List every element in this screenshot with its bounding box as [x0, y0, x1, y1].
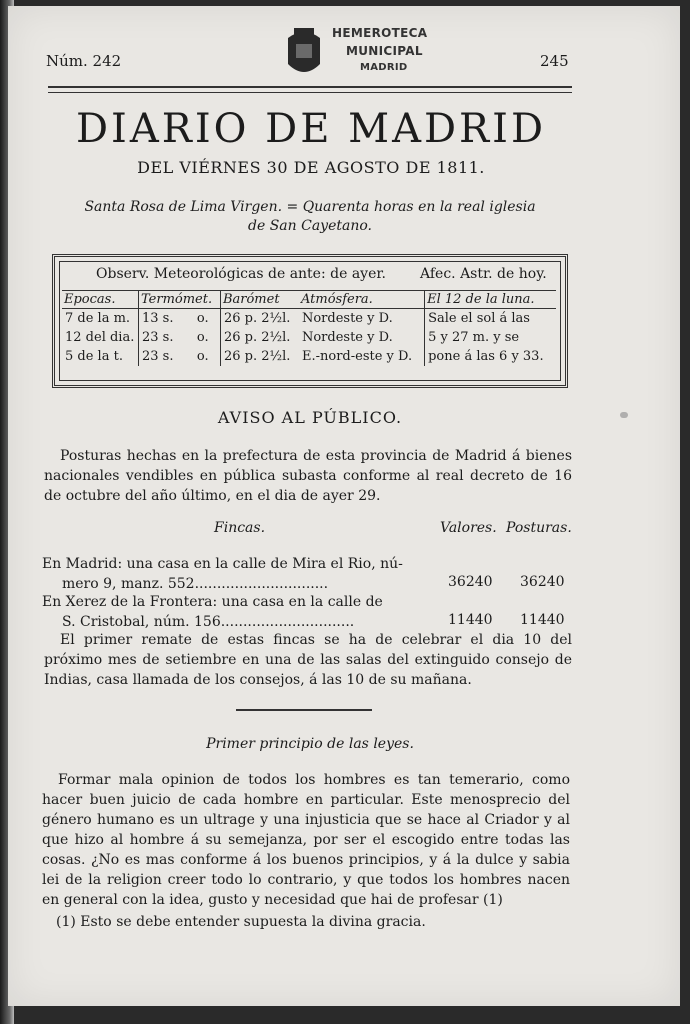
weather-row	[62, 347, 556, 366]
newspaper-title: DIARIO DE MADRID	[75, 106, 547, 152]
weather-title-right: Afec. Astr. de hoy.	[420, 266, 547, 282]
cell-astr: 5 y 27 m. y se	[425, 328, 556, 347]
leyes-heading: Primer principio de las leyes.	[206, 736, 414, 752]
cell-atm: E.-nord-este y D.	[301, 349, 413, 364]
col-barometro: Barómet	[220, 291, 299, 309]
header-rule-bottom	[48, 92, 572, 93]
stamp-line-2: MUNICIPAL	[346, 44, 423, 58]
weather-row	[62, 309, 556, 329]
issue-date: DEL VIÉRNES 30 DE AGOSTO DE 1811.	[137, 158, 485, 177]
finca-2-valor: 11440	[448, 612, 493, 628]
weather-title-left: Observ. Meteorológicas de ante: de ayer.	[96, 266, 386, 282]
paper-blemish	[620, 412, 628, 418]
cell-astr: Sale el sol á las	[425, 309, 556, 329]
cell-term2: o.	[196, 349, 209, 364]
weather-table-header	[62, 291, 556, 309]
coat-of-arms-icon	[280, 24, 328, 82]
cell-term2: o.	[196, 330, 209, 345]
weather-box-inner	[59, 261, 561, 381]
cell-epoca: 7 de la m.	[65, 311, 131, 326]
remate-paragraph: El primer remate de estas fincas se ha de celebrar el dia 10 del próximo mes de setiembre en una de las salas del extinguido consejo de Indias, casa llamada de los consejos, á las 10 de su mañana.	[44, 632, 572, 688]
cell-bar: 26 p. 2½l.	[220, 309, 299, 329]
saint-of-day	[70, 198, 550, 236]
finca-1-valor: 36240	[448, 574, 493, 590]
stamp-line-3: MADRID	[360, 62, 408, 73]
col-astronomia: El 12 de la luna.	[425, 291, 556, 309]
library-stamp	[280, 20, 450, 86]
cell-astr: pone á las 6 y 33.	[425, 347, 556, 366]
finca-1-line-1: En Madrid: una casa en la calle de Mira el Rio, nú-	[42, 556, 403, 572]
aviso-heading: AVISO AL PÚBLICO.	[217, 408, 403, 427]
footnote: (1) Esto se debe entender supuesta la divina gracia.	[56, 914, 426, 930]
cell-term: 13 s.	[139, 309, 194, 329]
cell-term2: o.	[196, 311, 209, 326]
col-termometro: Termómet.	[139, 291, 221, 309]
issue-number: Núm. 242	[46, 52, 122, 70]
finca-1-postura: 36240	[520, 574, 565, 590]
cell-term: 23 s.	[139, 328, 194, 347]
page-number: 245	[540, 52, 569, 70]
col-epocas: Epocas.	[62, 291, 139, 309]
section-divider	[236, 709, 372, 711]
cell-epoca: 5 de la t.	[65, 349, 123, 364]
weather-observations-box	[52, 254, 568, 388]
col-label-posturas: Posturas.	[506, 520, 572, 536]
cell-bar: 26 p. 2½l.	[220, 347, 299, 366]
leyes-body: Formar mala opinion de todos los hombres es tan temerario, como hacer buen juicio de cada hombre en particular. Este menosprecio del género humano es un ultrage y una injusticia que se hace al Criador y al que hizo al hombre á su semejanza, por ser el escogido entre todas las cosas. ¿No es mas conforme á los buenos principios, y á la dulce y sabia lei de la religion creer todo lo contrario, y que todos los hombres nacen en general con la idea, gusto y necesidad que hai de profesar (1)	[42, 772, 570, 908]
col-atmosfera: Atmósfera.	[299, 291, 425, 309]
weather-row	[62, 328, 556, 347]
col-label-fincas: Fincas.	[214, 520, 266, 536]
col-label-valores: Valores.	[440, 520, 497, 536]
aviso-intro: Posturas hechas en la prefectura de esta provincia de Madrid á bienes nacionales vendibles en pública subasta conforme al real decreto de 16 de octubre del año último, en el dia de ayer 29.	[44, 448, 572, 504]
cell-atm: Nordeste y D.	[301, 311, 393, 326]
finca-2-line-2: S. Cristobal, núm. 156..............................	[62, 614, 355, 630]
finca-2-postura: 11440	[520, 612, 565, 628]
cell-atm: Nordeste y D.	[301, 330, 393, 345]
finca-1-line-2: mero 9, manz. 552..............................	[62, 576, 329, 592]
finca-2-line-1: En Xerez de la Frontera: una casa en la calle de	[42, 594, 383, 610]
cell-term: 23 s.	[139, 347, 194, 366]
cell-bar: 26 p. 2½l.	[220, 328, 299, 347]
saint-line-2: de San Cayetano.	[248, 218, 372, 234]
weather-table	[62, 290, 556, 366]
saint-line-1: Santa Rosa de Lima Virgen. = Quarenta horas en la real iglesia	[84, 199, 536, 215]
header-rule-top	[48, 86, 572, 88]
cell-epoca: 12 del dia.	[65, 330, 135, 345]
stamp-line-1: HEMEROTECA	[332, 26, 428, 40]
